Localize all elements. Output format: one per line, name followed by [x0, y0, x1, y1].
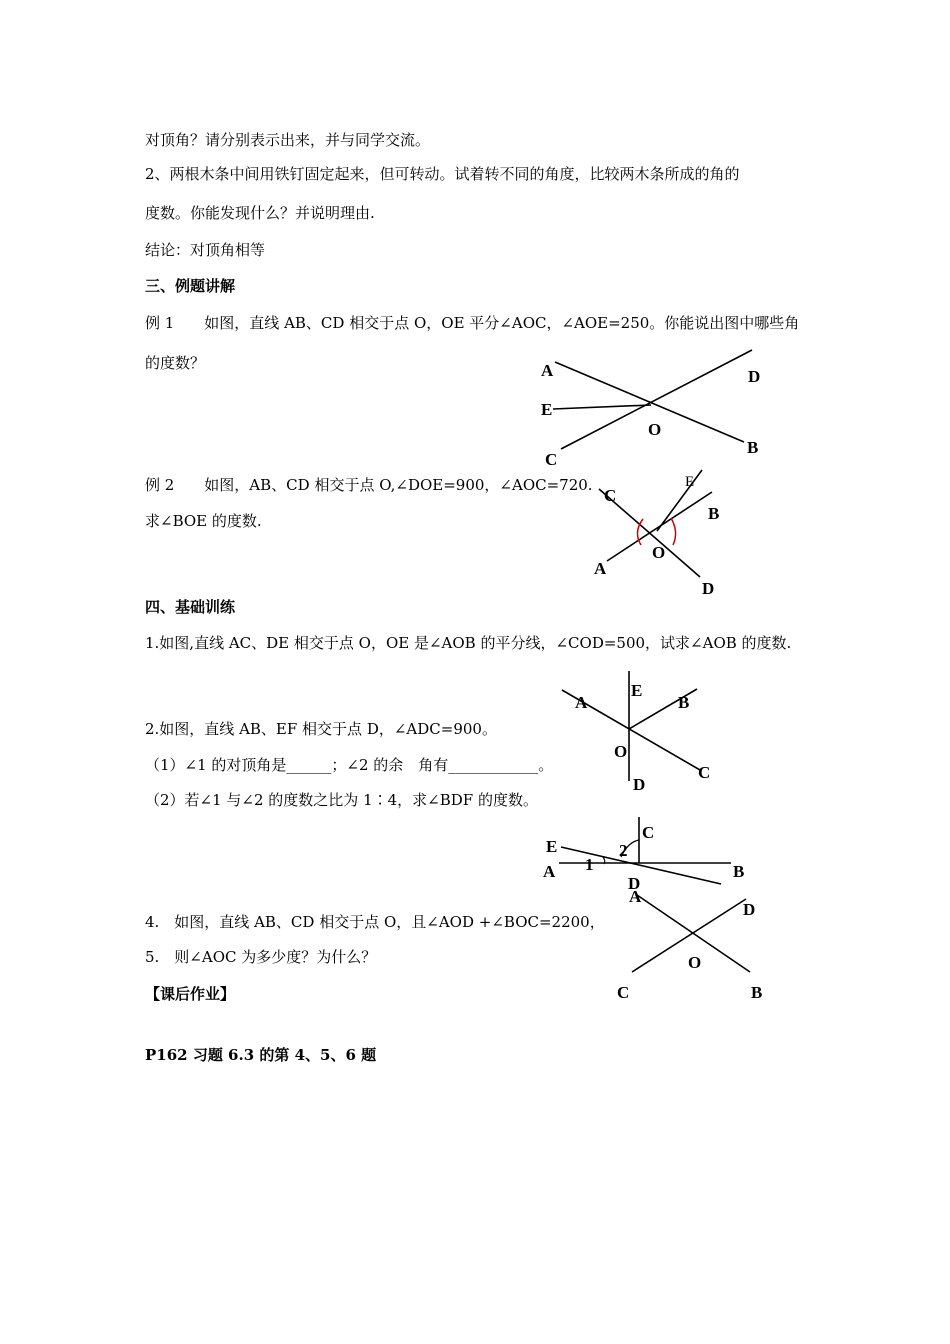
homework-assignment: P162 习题 6.3 的第 4、5、6 题 [145, 1046, 377, 1064]
label-e: E [685, 474, 695, 490]
label-o: O [688, 953, 702, 972]
problem-5: 5. 则∠AOC 为多少度？为什么？ [145, 948, 377, 966]
label-e: E [541, 400, 553, 419]
label-d: D [702, 579, 715, 598]
problem-2-part-2: （2）若∠1 与∠2 的度数之比为 1∶4，求∠BDF 的度数。 [145, 791, 538, 809]
label-c: C [604, 486, 617, 505]
label-c: C [642, 823, 655, 842]
label-e: E [631, 681, 643, 700]
label-d: D [748, 367, 761, 386]
label-a: A [543, 862, 556, 881]
section-heading-practice: 四、基础训练 [145, 598, 236, 616]
conclusion: 结论：对顶角相等 [145, 241, 266, 259]
text-line: 2、两根木条中间用铁钉固定起来，但可转动。试着转不同的角度，比较两木条所成的角的 [145, 165, 740, 183]
example-1-text: 例 1 如图，直线 AB、CD 相交于点 O，OE 平分∠AOC，∠AOE=250。你能说出图中哪些角 [145, 314, 800, 332]
label-a: A [575, 693, 588, 712]
label-b: B [751, 983, 763, 1002]
label-c: C [617, 983, 630, 1002]
problem-2: 2.如图，直线 AB、EF 相交于点 D，∠ADC=900。 [145, 720, 497, 738]
label-o: O [648, 420, 662, 439]
label-o: O [614, 742, 628, 761]
label-a: A [541, 361, 554, 380]
label-d: D [743, 900, 756, 919]
label-b: B [733, 862, 745, 881]
label-c: C [545, 450, 558, 469]
example-1-text-cont: 的度数？ [145, 354, 206, 372]
example-2-question: 求∠BOE 的度数. [145, 512, 262, 530]
label-angle-2: 2 [619, 841, 628, 860]
label-angle-1: 1 [585, 855, 594, 874]
homework-heading: 【课后作业】 [145, 985, 236, 1003]
label-e: E [546, 837, 558, 856]
label-a: A [629, 887, 642, 906]
label-b: B [708, 504, 720, 523]
label-o: O [652, 543, 666, 562]
text-line: 对顶角？请分别表示出来，并与同学交流。 [145, 131, 431, 149]
label-d: D [628, 874, 641, 893]
problem-2-part-1: （1）∠1 的对顶角是______；∠2 的余 角有____________。 [145, 756, 554, 774]
label-b: B [747, 438, 759, 457]
text-line: 度数。你能发现什么？并说明理由. [145, 204, 375, 222]
label-b: B [678, 693, 690, 712]
label-c: C [698, 763, 711, 782]
example-2-text: 例 2 如图，AB、CD 相交于点 O,∠DOE=900，∠AOC=720. [145, 476, 593, 494]
problem-1: 1.如图,直线 AC、DE 相交于点 O，OE 是∠AOB 的平分线，∠COD=500，试求∠AOB 的度数. [145, 634, 792, 652]
problem-4: 4. 如图，直线 AB、CD 相交于点 O，且∠AOD +∠BOC=2200， [145, 913, 605, 931]
label-a: A [594, 559, 607, 578]
section-heading-examples: 三、例题讲解 [145, 277, 236, 295]
label-d: D [633, 775, 646, 794]
